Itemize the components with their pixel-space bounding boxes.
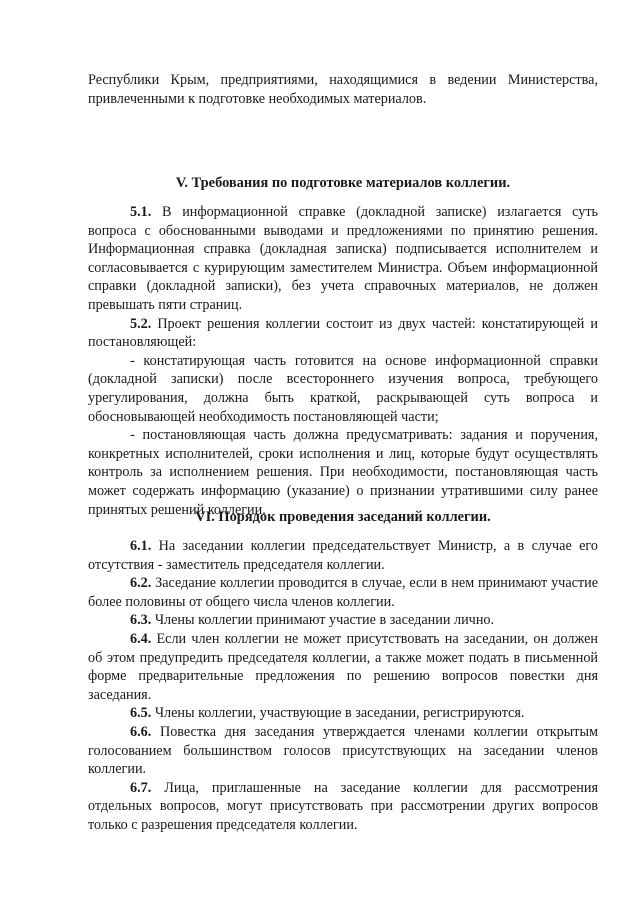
paragraph-text: Повестка дня заседания утверждается членами коллегии открытым голосованием большинством голосов присутствующих на заседании членов коллегии. [88, 723, 598, 778]
paragraph-text: Члены коллегии, участвующие в заседании, регистрируются. [154, 705, 525, 722]
paragraph-number: 5.2. [130, 315, 152, 332]
paragraph-5-2 [88, 315, 598, 352]
dash-item-ascertaining: - констатирующая часть готовится на основе информационной справки (докладной записки) после всестороннего изучения вопроса, требующего урегулирования, должна быть краткой, раскрывающей суть вопроса и обосновывающей необходимость постановляющей части; [88, 352, 598, 425]
paragraph-5-1 [88, 203, 598, 315]
section-6-body [88, 537, 598, 835]
paragraph-text: Если член коллегии не может присутствовать на заседании, он должен об этом предупредить председателя коллегии, а также может подать в письменной форме предварительные предложения по решению вопросов повестки дня заседания. [88, 630, 598, 703]
paragraph-text: В информационной справке (докладной записке) излагается суть вопроса с обоснованными выводами и предложениями по принятию решения. Информационная справка (докладная записка) подписывается исполнителем и согласовывается с курирующим заместителем Министра. Объем информационной справки (докладной записки), без учета справочных материалов, не должен превышать пяти страниц. [88, 204, 598, 313]
paragraph-number: 5.1. [130, 204, 152, 220]
paragraph-number: 6.2. [130, 575, 152, 592]
paragraph-6-1 [88, 537, 598, 574]
paragraph-6-2 [88, 574, 598, 611]
intro-block [88, 71, 598, 108]
paragraph-6-7 [88, 779, 598, 835]
paragraph-6-5 [88, 704, 598, 723]
paragraph-text: Лица, приглашенные на заседание коллегии для рассмотрения отдельных вопросов, могут присутствовать при рассмотрении других вопросов только с разрешения председателя коллегии. [88, 779, 598, 833]
paragraph-6-4 [88, 630, 598, 704]
dash-item-resolutive: - постановляющая часть должна предусматривать: задания и поручения, конкретных исполнителей, сроки исполнения и лиц, которые будут осуществлять контроль за исполнением решения. При необходимости, постановляющая часть может содержать информацию (указание) о признании утратившими силу ранее принятых решений коллегии. [88, 427, 598, 518]
paragraph-text: Проект решения коллегии состоит из двух частей: констатирующей и постановляющей: [88, 315, 598, 351]
paragraph-6-3 [88, 611, 598, 630]
paragraph-6-6 [88, 723, 598, 779]
section-5-body [88, 203, 598, 519]
section-6-heading: VI. Порядок проведения заседаний коллегии. [195, 509, 491, 525]
paragraph-number: 6.3. [130, 612, 152, 629]
paragraph-number: 6.7. [130, 779, 152, 796]
paragraph-text: Члены коллегии принимают участие в заседании лично. [154, 612, 495, 629]
intro-paragraph: Республики Крым, предприятиями, находящимися в ведении Министерства, привлеченными к подготовке необходимых материалов. [88, 72, 598, 107]
paragraph-text: Заседание коллегии проводится в случае, если в нем принимают участие более половины от общего числа членов коллегии. [88, 575, 599, 610]
paragraph-number: 6.6. [130, 723, 152, 740]
paragraph-number: 6.5. [130, 705, 152, 722]
section-5-heading: V. Требования по подготовке материалов коллегии. [175, 175, 511, 191]
paragraph-number: 6.1. [130, 538, 152, 554]
paragraph-text: На заседании коллегии председательствует Министр, а в случае его отсутствия - заместитель председателя коллегии. [88, 538, 598, 573]
paragraph-number: 6.4. [130, 630, 152, 647]
